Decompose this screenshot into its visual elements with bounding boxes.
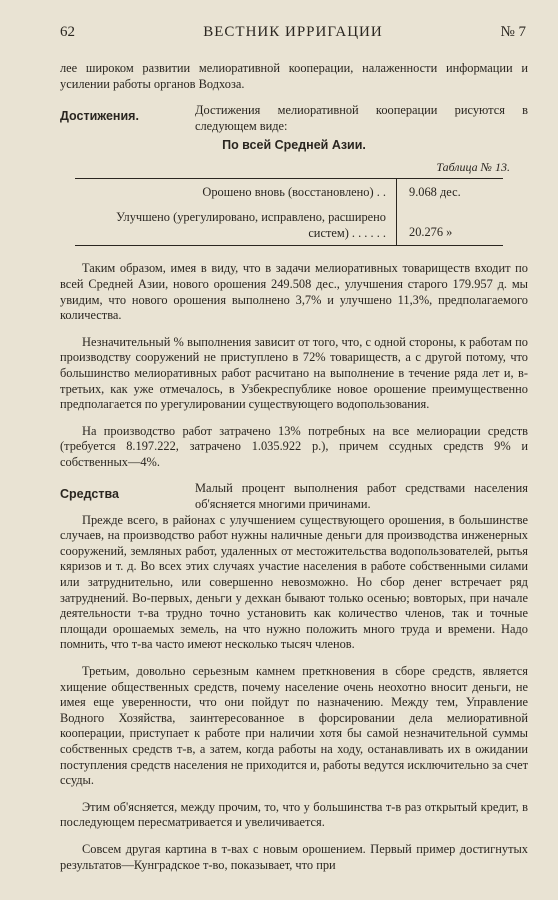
means-heading: Средства (60, 487, 119, 502)
table-row-value: 9.068 дес. (409, 184, 461, 199)
page-number: 62 (60, 24, 75, 40)
paragraph: На производство работ затрачено 13% потребных на все мелиорации средств (требуется 8.197.222, затрачено 1.035.922 р.), причем ссудных средств 9% и собственных—4%. (60, 423, 528, 469)
means-section (60, 481, 528, 512)
achievements-lead: Достижения мелиоративной кооперации рисуются в следующем виде: (195, 103, 528, 133)
running-header (60, 24, 526, 44)
means-lead: Малый процент выполнения работ средствами населения об'ясняется многими причинами. (195, 481, 528, 512)
issue-number: № 7 (500, 24, 526, 40)
table-row-value: 20.276 » (409, 225, 453, 240)
paragraph: Таким образом, имея в виду, что в задачи мелиоративных товариществ входит по всей Средней Азии, нового орошения 249.508 дес., улучшения старого 179.957 д. мы увидим, что нового орошения выполнено 3,7% и улучшено 11,3%, предполагаемого количества. (60, 261, 528, 323)
paragraph: Незначительный % выполнения зависит от того, что, с одной стороны, к работам по производству сооружений не приступлено в 72% товариществ, а с другой потому, что большинство мелиоративных работ расчитано на выполнение в течение ряда лет и, в-третьих, как уже отмечалось, в Узбекреспублике новое орошение преимущественно предполагается по урегулировании существующего водопользования. (60, 334, 528, 412)
region-subheading: По всей Средней Азии. (222, 138, 366, 153)
paragraph: Этим об'ясняется, между прочим, то, что у большинства т-в раз открытый кредит, в последующем пересматривается и увеличивается. (60, 799, 528, 830)
table-row-label: Орошено вновь (восстановлено) . . (75, 179, 397, 205)
table-row (75, 179, 503, 205)
achievements-table (75, 178, 503, 247)
achievements-section (60, 103, 528, 246)
table-label: Таблица № 13. (436, 159, 510, 174)
paragraph: Совсем другая картина в т-вах с новым орошением. Первый пример достигнутых результатов—Кунградское т-во, показывает, что при (60, 841, 528, 872)
intro-paragraph: лее широком развитии мелиоративной кооперации, налаженности информации и усилении работы органов Водхоза. (60, 61, 528, 91)
table-row (75, 204, 503, 245)
paragraph: Третьим, довольно серьезным камнем преткновения в сборе средств, является хищение общественных средств, почему население очень неохотно вносит деньги, не имея еще уверенности, что они пойдут по назначению. Между тем, Управление Водного Хозяйства, заинтересованное в форсировании дела мелиоративной кооперации, приступает к работе при наличии хотя бы самой незначительной суммы собственных средств т-в, а затем, когда работы на ходу, останавливать их в ожидании поступления средств населения не приходится и, работы ведутся исключительно за счет ссуды. (60, 664, 528, 788)
paragraph: Прежде всего, в районах с улучшением существующего орошения, в большинстве случаев, на производство работ нужны наличные деньги для производства инженерных сооружений, земляных работ, удаленных от местожительства водопользователей, рытья кяризов и т. д. Во всех этих случаях участие населения в работе собственными силами или затруднительно, или совершенно невозможно. Но сбор денег встречает ряд затруднений. Во-первых, деньги у дехкан бывают только осенью; вовторых, при начале деятельности т-ва трудно точно установить как количество членов, так и точные площади орошаемых земель, на что нужно положить много труда и времени. Надо помнить, что т-ва часто имеют несколько тысяч членов. (60, 512, 528, 652)
achievements-heading: Достижения. (60, 109, 139, 124)
table-row-label: Улучшено (урегулировано, исправлено, расширено систем) . . . . . . (75, 204, 397, 245)
article-body (60, 61, 528, 873)
journal-title: ВЕСТНИК ИРРИГАЦИИ (203, 24, 383, 40)
